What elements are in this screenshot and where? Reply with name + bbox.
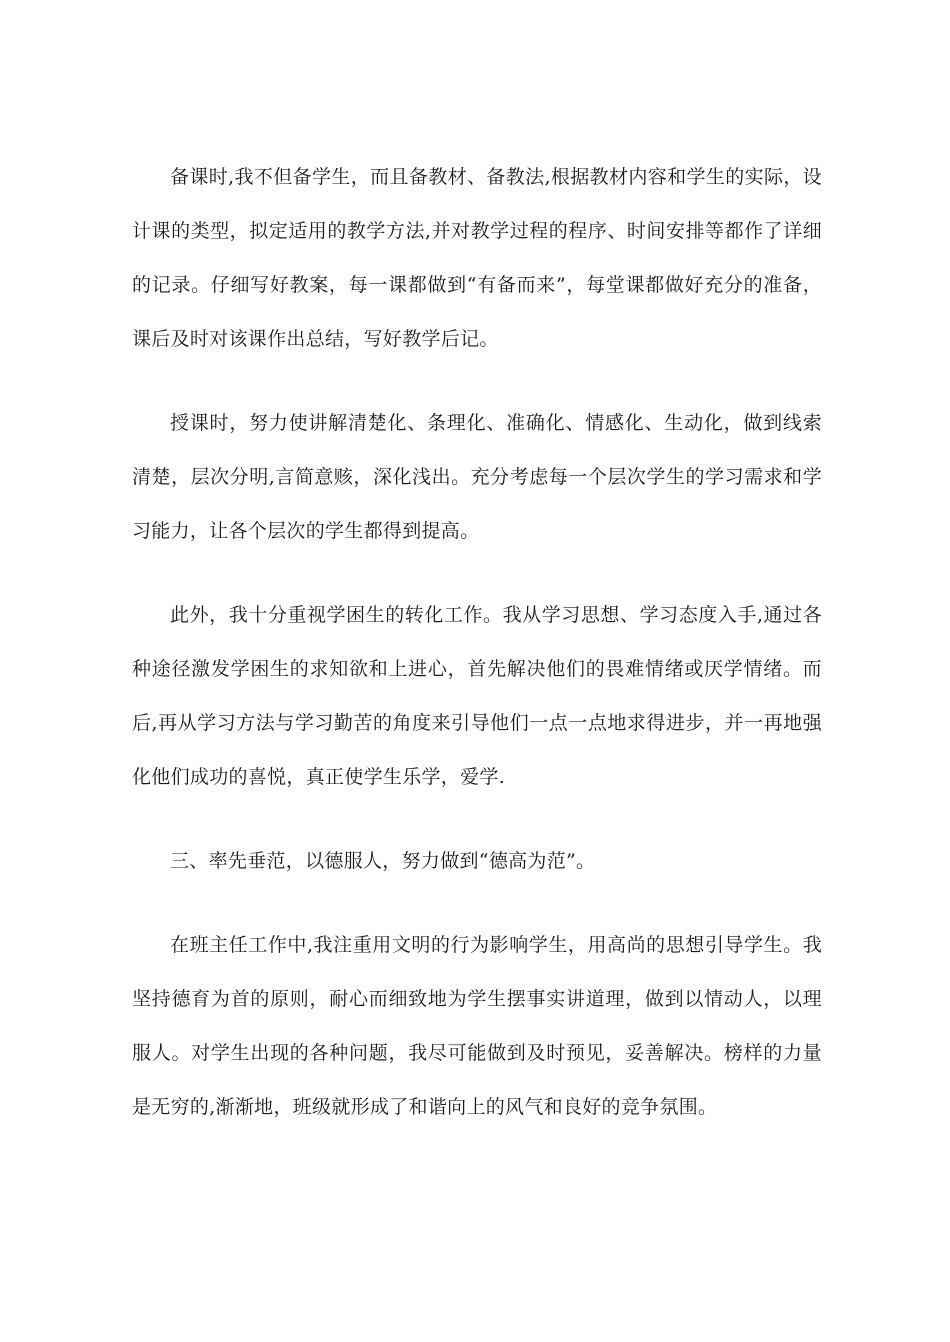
paragraph-class-teacher-work: 在班主任工作中,我注重用文明的行为影响学生，用高尚的思想引导学生。我坚持德育为首的原则，耐心而细致地为学生摆事实讲道理，做到以情动人，以理服人。对学生出现的各种问题，我尽可能做到及时预见，妥善解决。榜样的力量是无穷的,渐渐地，班级就形成了和谐向上的风气和良好的竞争氛围。 xyxy=(132,934,822,1118)
document-body xyxy=(132,150,822,1134)
paragraph-teaching: 授课时，努力使讲解清楚化、条理化、准确化、情感化、生动化，做到线索清楚，层次分明,言简意赅，深化浅出。充分考虑每一个层次学生的学习需求和学习能力，让各个层次的学生都得到提高。 xyxy=(132,412,822,542)
paragraph-struggling-students: 此外，我十分重视学困生的转化工作。我从学习思想、学习态度入手,通过各种途径激发学困生的求知欲和上进心，首先解决他们的畏难情绪或厌学情绪。而后,再从学习方法与学习勤苦的角度来引导他们一点一点地求得进步，并一再地强化他们成功的喜悦，真正使学生乐学，爱学. xyxy=(132,604,822,788)
paragraph-lesson-preparation: 备课时,我不但备学生，而且备教材、备教法,根据教材内容和学生的实际，设计课的类型，拟定适用的教学方法,并对教学过程的程序、时间安排等都作了详细的记录。仔细写好教案，每一课都做到“有备而来”，每堂课都做好充分的准备，课后及时对该课作出总结，写好教学后记。 xyxy=(132,166,822,350)
section-heading: 三、率先垂范，以德服人，努力做到“德高为范”。 xyxy=(170,850,596,872)
